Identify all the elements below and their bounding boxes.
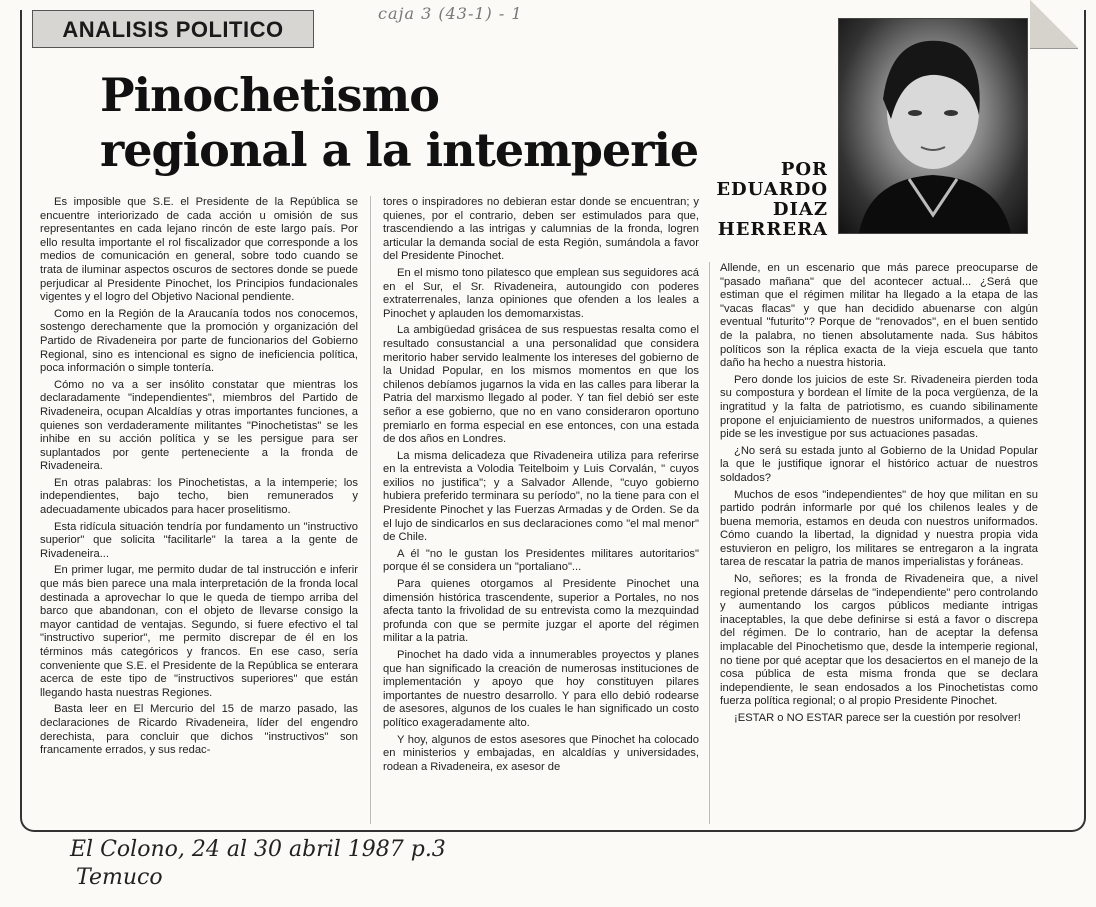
paragraph: Muchos de esos "independientes" de hoy que militan en su partido podrán informarle por qué los chilenos leales y de buena memoria, estamos en deuda con nuestros uniformados. Cómo cuando la libertad, la dignidad y nuestra propia vida estuvieron en peligro, los militares se entregaron a la ingrata tarea de rescatar la patria de manos imperialistas y foráneas. bbox=[720, 488, 1038, 569]
paragraph: Cómo no va a ser insólito constatar que mientras los declaradamente "independientes", miembros del Partido de Rivadeneira, ocupan Alcaldías y otras importantes funciones, a quienes son verdaderamente militantes "Pinochetistas" se les inhibe en su acción política y se les persigue para ser suplantados por gente perteneciente a la fronda de Rivadeneira. bbox=[40, 378, 358, 473]
author-portrait-icon bbox=[839, 19, 1027, 233]
byline-prefix: POR bbox=[780, 159, 828, 180]
byline-first-name: EDUARDO bbox=[716, 179, 828, 200]
paragraph: La ambigüedad grisácea de sus respuestas resalta como el resultado consustancial a una personalidad que considera meritorio haber servido lealmente los intereses del gobierno de la Unidad Popular, en los mismos momentos en que los chilenos debíamos jugarnos la vida en las calles para liberar la Patria del marxismo llegado al poder. Y tan fiel debió ser este señor a ese gobierno, que no en vano consideraron oportuno premiarlo en forma especial en ese entonces, con una estada de dos años en Londres. bbox=[383, 324, 699, 446]
column-divider bbox=[709, 262, 710, 824]
author-photo bbox=[838, 18, 1028, 234]
handwritten-city-note: Temuco bbox=[76, 865, 163, 890]
headline-line-2: regional a la intemperie bbox=[100, 123, 699, 177]
section-label: ANALISIS POLITICO bbox=[32, 10, 314, 48]
paragraph: Pinochet ha dado vida a innumerables proyectos y planes que han significado la creación de numerosas instituciones de implementación y apoyo que hoy constituyen pilares importantes de nuestro desarrollo. Y para ello debió rodearse de asesores, algunos de los cuales le han significado un costo político exageradamente alto. bbox=[383, 649, 699, 729]
paragraph: Pero donde los juicios de este Sr. Rivadeneira pierden toda su compostura y bordean el límite de la poca vergüenza, de la ingratitud y la falta de patriotismo, es cuando sibilinamente propone el enjuiciamiento de nuestros uniformados, a quienes pide se les investigue por sus actuaciones pasadas. bbox=[720, 373, 1038, 441]
paragraph: Para quienes otorgamos al Presidente Pinochet una dimensión histórica trascendente, superior a Portales, no nos afecta tanto la frivolidad de su entrevista como la mezquindad profunda con que se permite juzgar el aporte del régimen militar a la patria. bbox=[383, 578, 699, 645]
article-column-3 bbox=[720, 262, 1038, 729]
byline-last-name: HERRERA bbox=[717, 219, 828, 240]
headline-line-1: Pinochetismo bbox=[100, 68, 439, 122]
paragraph: En el mismo tono pilatesco que emplean sus seguidores acá en el Sur, el Sr. Rivadeneira, autoungido con poderes extraterrenales, lanza opiniones que ofenden a los leales a Pinochet y aplauden los demomarxistas. bbox=[383, 266, 699, 320]
paragraph: En primer lugar, me permito dudar de tal instrucción e inferir que más bien parece una mala interpretación de la fronda local destinada a aprovechar lo que le queda de tiempo arriba del barco que abandonan, con el objeto de llevarse consigo la mayor cantidad de ventajas. Segundo, si fuere efectivo el tal "instructivo superior", me permito discrepar de él en los términos más categóricos y francos. En ese caso, sería conveniente que S.E. el Presidente de la República se enterara acerca de este tipo de "instructivos superiores" que están llegando hasta nuestras Regiones. bbox=[40, 564, 358, 699]
handwritten-source-note: El Colono, 24 al 30 abril 1987 p.3 bbox=[70, 837, 446, 862]
paragraph: Esta ridícula situación tendría por fundamento un "instructivo superior" que solicita "facilitarle" la tarea a la gente de Rivadeneira... bbox=[40, 520, 358, 560]
paragraph: No, señores; es la fronda de Rivadeneira que, a nivel regional pretende dárselas de "independiente" pero controlando y aumentando los cargos públicos mediante intrigas inaceptables, la que debe definirse si está a favor o discrepa del régimen. De lo contrario, han de aceptar la defensa implacable del Pinochetismo que, desde la intemperie regional, no tiene por qué aceptar que los desaciertos en el manejo de la cosa pública de esta misma fronda que se declara independiente, le sean endosados a los Pinochetistas como fuerza política regional; o al propio Presidente Pinochet. bbox=[720, 573, 1038, 708]
byline bbox=[700, 160, 828, 240]
archive-note: caja 3 (43-1) - 1 bbox=[378, 4, 523, 23]
paragraph: Allende, en un escenario que más parece preocuparse de "pasado mañana" que del acontecer actual... ¿Será que estiman que el régimen militar ha llegado a la etapa de las "vacas flacas" y que han decidido abuenarse con algún eventual "futurito"? Porque de "renovados", en el buen sentido de la palabra, no tienen absolutamente nada. Sus hábitos políticos son la réplica exacta de la vieja escuela que tanto daño ha hecho a nuestra historia. bbox=[720, 262, 1038, 370]
headline bbox=[100, 68, 720, 178]
paragraph: tores o inspiradores no debieran estar donde se encuentran; y quienes, por el contrario, deben ser estimulados para que, trascendiendo a las intrigas y calumnias de la fronda, logren articular la demanda social de esta Región, sumándola a favor del Presidente Pinochet. bbox=[383, 196, 699, 263]
paragraph: Basta leer en El Mercurio del 15 de marzo pasado, las declaraciones de Ricardo Rivadeneira, líder del engendro derechista, para concluir que dichos "instructivos" son francamente errados, y sus redac- bbox=[40, 703, 358, 757]
paragraph: En otras palabras: los Pinochetistas, a la intemperie; los independientes, bajo techo, bien remunerados y adecuadamente ubicados para hacer proselitismo. bbox=[40, 476, 358, 517]
article-column-2 bbox=[383, 196, 699, 777]
column-divider bbox=[370, 196, 371, 824]
paragraph: Como en la Región de la Araucanía todos nos conocemos, sostengo derechamente que la promoción y organización del Partido de Rivadeneira por parte de funcionarios del Gobierno Regional, sino es intencional es signo de ineficiencia política, poca información o simple tontería. bbox=[40, 307, 358, 375]
paragraph: A él "no le gustan los Presidentes militares autoritarios" porque él se considera un "portaliano"... bbox=[383, 547, 699, 574]
byline-middle-name: DIAZ bbox=[772, 199, 828, 220]
article-column-1 bbox=[40, 196, 358, 761]
paragraph: Es imposible que S.E. el Presidente de la República se encuentre interiorizado de cada acción u omisión de sus representantes en cada lejano rincón de este largo país. Por ello resulta importante el rol fiscalizador que corresponde a los medios de comunicación en general, sobre todo cuando se trata de iluminar aspectos oscuros de sectores donde se puede perjudicar al Presidente Pinochet, los Principios fundacionales vigentes y el logro del Objetivo Nacional pendiente. bbox=[40, 196, 358, 304]
paragraph: ¿No será su estada junto al Gobierno de la Unidad Popular la que le justifique ignorar el histórico actuar de nuestros soldados? bbox=[720, 444, 1038, 484]
paragraph: La misma delicadeza que Rivadeneira utiliza para referirse en la entrevista a Volodia Teitelboim y Luis Corvalán, " cuyos exilios no justifica"; y a Salvador Allende, "cuyo gobierno hubiera preferido terminara su período", no la tiene para con el Presidente Pinochet y las Fuerzas Armadas y de Orden. Se da el lujo de sindicarlos en sus declaraciones como "el mal menor" de Chile. bbox=[383, 449, 699, 544]
paper-fold-corner bbox=[1030, 0, 1078, 49]
paragraph: Y hoy, algunos de estos asesores que Pinochet ha colocado en ministerios y embajadas, en alcaldías y universidades, rodean a Rivadeneira, ex asesor de bbox=[383, 733, 699, 773]
paragraph: ¡ESTAR o NO ESTAR parece ser la cuestión por resolver! bbox=[734, 712, 1021, 724]
